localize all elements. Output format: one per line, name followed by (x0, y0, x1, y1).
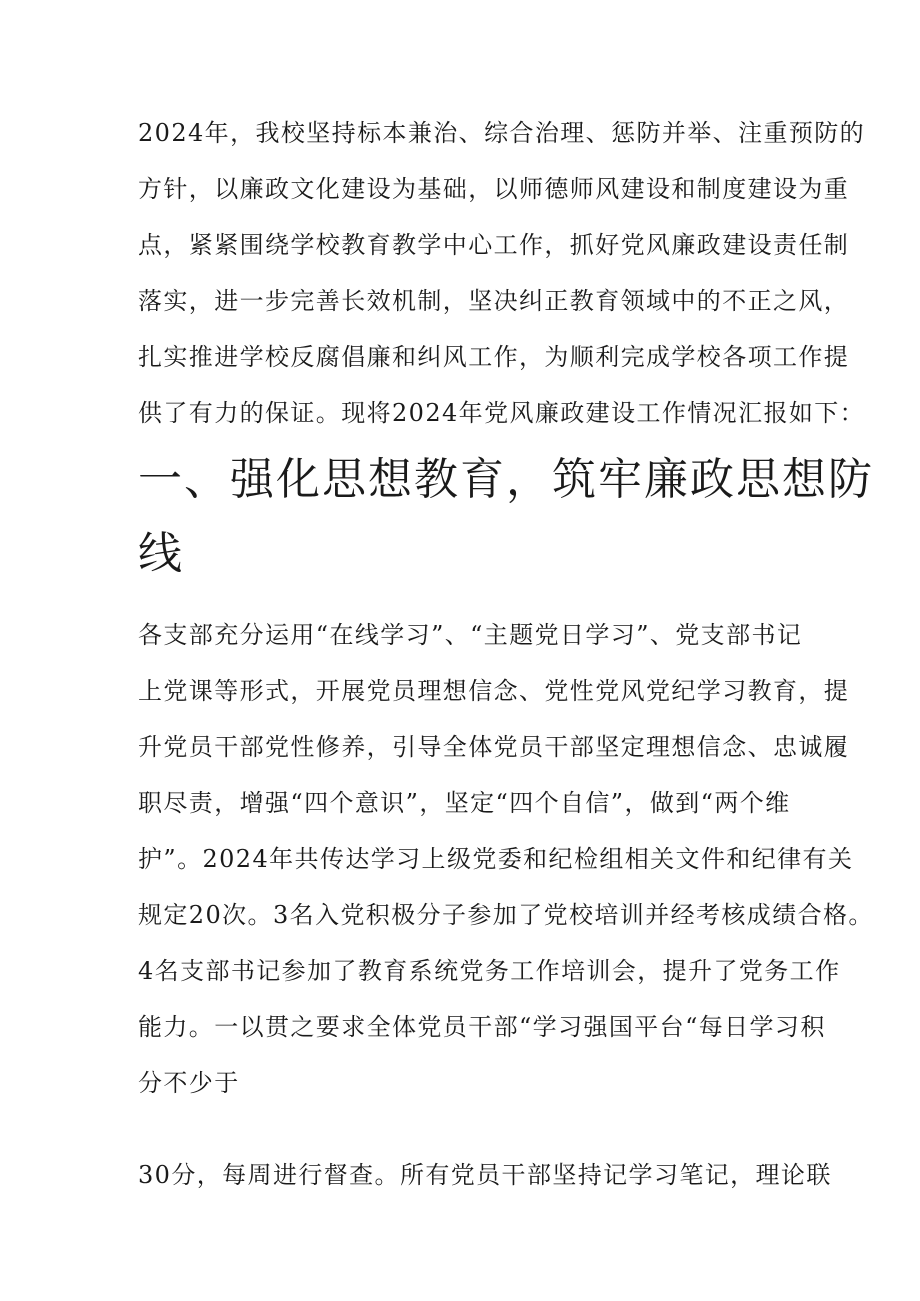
body-line: 4名支部书记参加了教育系统党务工作培训会，提升了党务工作 (138, 957, 841, 985)
body-line: 护”。2024年共传达学习上级党委和纪检组相关文件和纪律有关 (138, 845, 854, 873)
intro-line: 落实，进一步完善长效机制，坚决纠正教育领域中的不正之风， (138, 287, 850, 315)
section-heading-line: 一、强化思想教育，筑牢廉政思想防 (138, 454, 874, 505)
intro-line: 扎实推进学校反腐倡廉和纠风工作，为顺利完成学校各项工作提 (138, 343, 850, 371)
body-line: 升党员干部党性修养，引导全体党员干部坚定理想信念、忠诚履 (138, 733, 850, 761)
body-line: 30分，每周进行督查。所有党员干部坚持记学习笔记，理论联 (138, 1161, 832, 1189)
section-heading-line: 线 (138, 528, 184, 579)
intro-line: 供了有力的保证。现将2024年党风廉政建设工作情况汇报如下： (138, 399, 866, 427)
intro-line: 点，紧紧围绕学校教育教学中心工作，抓好党风廉政建设责任制 (138, 231, 850, 259)
body-line: 上党课等形式，开展党员理想信念、党性党风党纪学习教育，提 (138, 677, 850, 705)
intro-line: 2024年，我校坚持标本兼治、综合治理、惩防并举、注重预防的 (138, 119, 866, 147)
body-line: 分不少于 (138, 1069, 240, 1097)
body-line: 规定20次。3名入党积极分子参加了党校培训并经考核成绩合格。 (138, 901, 874, 929)
body-line: 职尽责，增强“四个意识”，坚定“四个自信”，做到“两个维 (138, 789, 791, 817)
intro-line: 方针，以廉政文化建设为基础，以师德师风建设和制度建设为重 (138, 175, 850, 203)
body-line: 能力。一以贯之要求全体党员干部“学习强国平台“每日学习积 (138, 1013, 826, 1041)
body-line: 各支部充分运用“在线学习”、“主题党日学习”、党支部书记 (138, 621, 803, 649)
